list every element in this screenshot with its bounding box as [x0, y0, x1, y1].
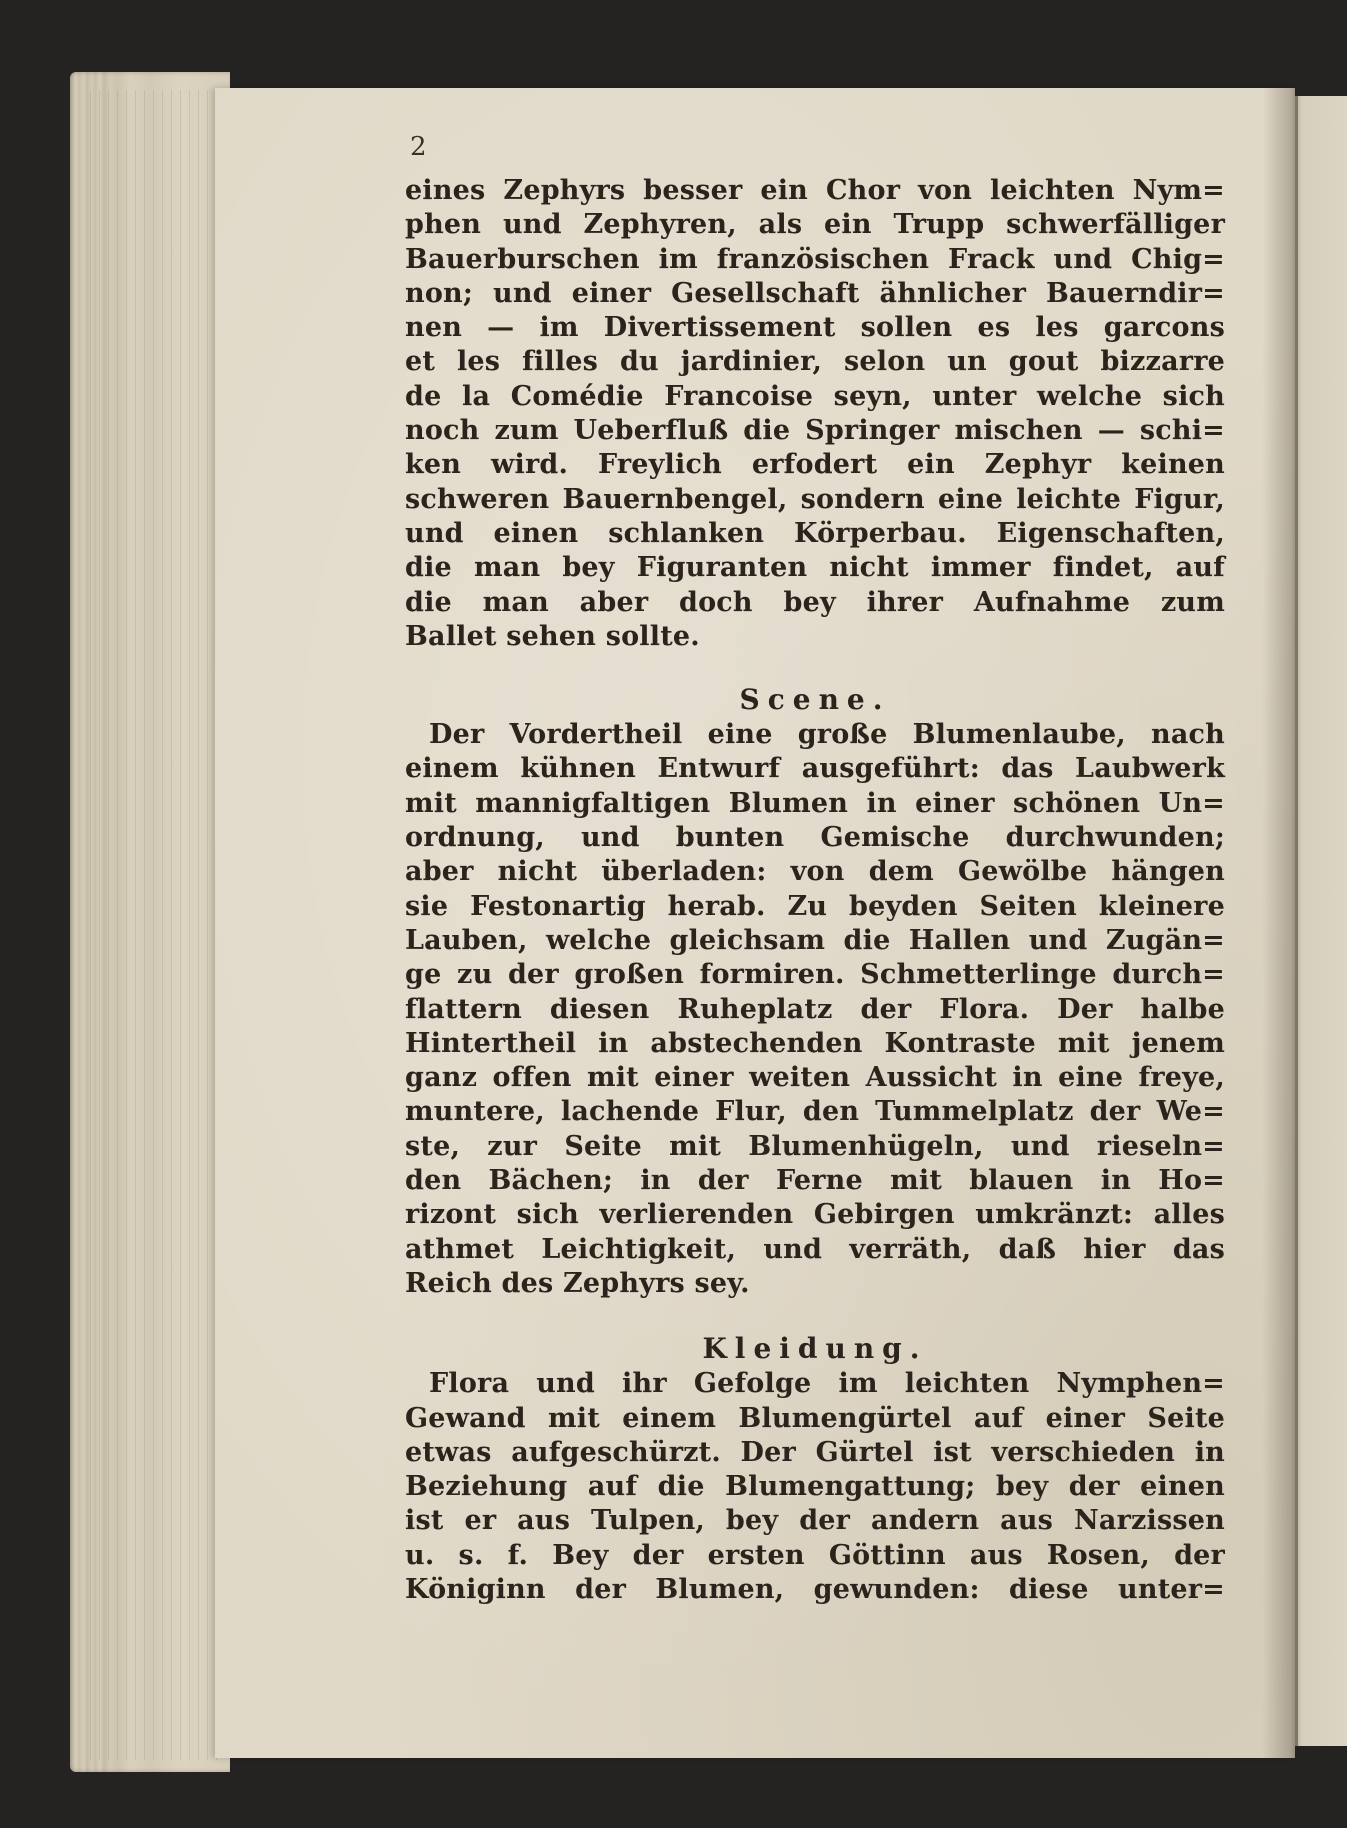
text-line: Reich des Zephyrs sey. [405, 1267, 750, 1299]
page-number: 2 [410, 132, 427, 162]
text-line: rizont sich verlierenden Gebirgen umkränzt: alles [405, 1199, 1225, 1231]
text-line: und einen schlanken Körperbau. Eigenschaften, [405, 517, 1225, 549]
text-line: Hintertheil in abstechenden Kontraste mit jenem [405, 1027, 1225, 1059]
text-line: etwas aufgeschürzt. Der Gürtel ist verschieden in [405, 1436, 1225, 1468]
text-line: Gewand mit einem Blumengürtel auf einer Seite [405, 1402, 1225, 1434]
text-line: ken wird. Freylich erfodert ein Zephyr keinen [405, 449, 1225, 481]
text-line: ordnung, und bunten Gemische durchwunden; [405, 822, 1225, 854]
text-line: schweren Bauernbengel, sondern eine leichte Figur, [405, 483, 1225, 515]
text-line: ganz offen mit einer weiten Aussicht in eine freye, [405, 1062, 1225, 1094]
text-line: u. s. f. Bey der ersten Göttinn aus Rosen, der [405, 1539, 1225, 1571]
paragraph-scene [405, 718, 1225, 1301]
text-line: den Bächen; in der Ferne mit blauen in Ho= [405, 1165, 1225, 1197]
text-line: Der Vordertheil eine große Blumenlaube, nach [429, 719, 1225, 751]
paragraph-kleidung [405, 1367, 1225, 1607]
text-line: muntere, lachende Flur, den Tummelplatz der We= [405, 1096, 1225, 1128]
text-line: nen — im Divertissement sollen es les garcons [405, 312, 1225, 344]
text-line: sie Festonartig herab. Zu beyden Seiten kleinere [405, 890, 1225, 922]
text-line: non; und einer Gesellschaft ähnlicher Bauerndir= [405, 277, 1225, 309]
heading-scene: Scene. [739, 683, 891, 717]
text-line: ste, zur Seite mit Blumenhügeln, und rieseln= [405, 1130, 1225, 1162]
paragraph-intro [405, 174, 1225, 654]
book-gutter-shadow [1262, 88, 1298, 1758]
text-line: Lauben, welche gleichsam die Hallen und Zugän= [405, 924, 1225, 956]
text-line: mit mannigfaltigen Blumen in einer schönen Un= [405, 787, 1225, 819]
text-line: Beziehung auf die Blumengattung; bey der einen [405, 1471, 1225, 1503]
text-line: ge zu der großen formiren. Schmetterlinge durch= [405, 959, 1225, 991]
text-line: noch zum Ueberfluß die Springer mischen — schi= [405, 415, 1225, 447]
text-line: Ballet sehen sollte. [405, 620, 700, 652]
text-line: einem kühnen Entwurf ausgeführt: das Laubwerk [405, 753, 1225, 785]
text-line: die man bey Figuranten nicht immer findet, auf [405, 552, 1225, 584]
text-line: ist er aus Tulpen, bey der andern aus Narzissen [405, 1505, 1225, 1537]
text-line: Bauerburschen im französischen Frack und Chig= [405, 243, 1225, 275]
text-line: de la Comédie Francoise seyn, unter welche sich [405, 380, 1225, 412]
text-line: die man aber doch bey ihrer Aufnahme zum [405, 586, 1225, 618]
text-line: aber nicht überladen: von dem Gewölbe hängen [405, 856, 1225, 888]
text-line: et les filles du jardinier, selon un gout bizzarre [405, 346, 1225, 378]
facing-page-strip [1292, 96, 1347, 1746]
page-edge-lines [90, 90, 220, 1760]
text-line: Flora und ihr Gefolge im leichten Nymphen= [429, 1368, 1225, 1400]
text-line: flattern diesen Ruheplatz der Flora. Der halbe [405, 993, 1225, 1025]
text-line: Königinn der Blumen, gewunden: diese unter= [405, 1573, 1225, 1605]
heading-kleidung: Kleidung. [702, 1332, 928, 1366]
page-text [405, 132, 1225, 1607]
text-line: athmet Leichtigkeit, und verräth, daß hier das [405, 1233, 1225, 1265]
text-line: eines Zephyrs besser ein Chor von leichten Nym= [405, 175, 1225, 206]
text-line: phen und Zephyren, als ein Trupp schwerfälliger [405, 209, 1225, 241]
